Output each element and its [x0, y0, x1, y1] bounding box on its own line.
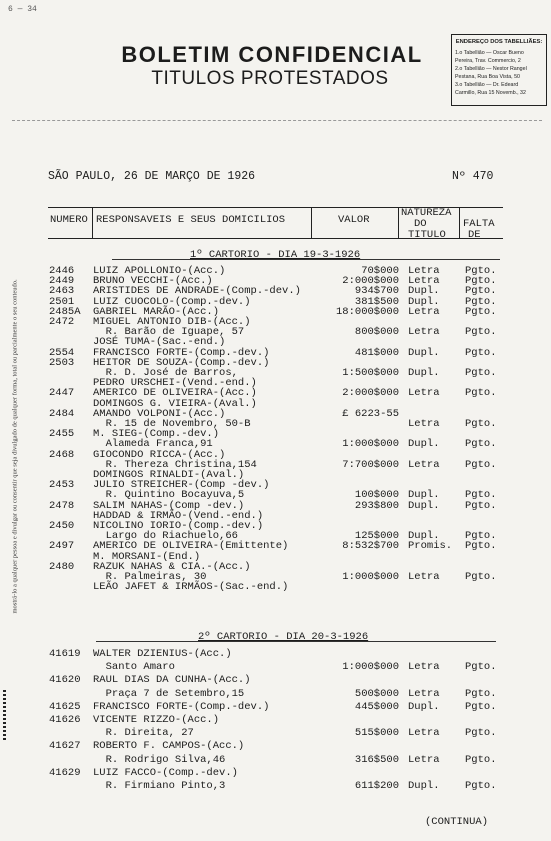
record-name: GABRIEL MARÃO-(Acc.): [93, 305, 220, 318]
record-nature: Letra: [408, 275, 440, 288]
record-value: 2:000$000: [342, 275, 399, 288]
registry-address-box: [451, 34, 547, 106]
registry-line: 3.o Tabellião — Dr. Edeard: [455, 82, 519, 88]
record-nature: Dupl.: [408, 489, 440, 502]
record-name: Alameda Franca,91: [93, 438, 213, 451]
record-fault: Pgto.: [465, 438, 497, 451]
record-name: R. Firmiano Pinto,3: [93, 780, 226, 792]
record-name: R. D. José de Barros,: [93, 367, 238, 379]
record-fault: Pgto.: [465, 387, 497, 400]
record-number: 2455: [49, 428, 75, 441]
column-divider: [398, 207, 399, 238]
record-name: R. Palmeiras, 30: [93, 571, 207, 583]
record-nature: Letra: [408, 265, 440, 277]
record-nature: Dupl.: [408, 530, 440, 543]
record-number: 2497: [49, 540, 75, 553]
record-name: LUIZ APOLLONIO-(Acc.): [93, 265, 226, 277]
record-nature: Letra: [408, 687, 440, 700]
record-name: LUIZ CUOCOLO-(Comp.-dev.): [93, 295, 251, 308]
header-responsaveis: RESPONSAVEIS E SEUS DOMICILIOS: [96, 214, 286, 226]
record-number: 2503: [49, 356, 75, 369]
record-nature: Letra: [408, 727, 440, 740]
record-name: RAUL DIAS DA CUNHA-(Acc.): [93, 674, 251, 687]
record-fault: Pgto.: [465, 700, 497, 713]
table-row: [0, 781, 551, 792]
table-row: [0, 662, 551, 673]
header-valor: VALOR: [338, 214, 370, 226]
table-row: [0, 768, 551, 779]
record-number: 41629: [49, 766, 81, 779]
record-number: 2453: [49, 479, 75, 492]
record-nature: Dupl.: [408, 438, 440, 451]
record-nature: Dupl.: [408, 346, 440, 359]
column-divider: [311, 207, 312, 238]
record-name: HEITOR DE SOUZA-(Comp.-dev.): [93, 356, 270, 369]
record-name: JOSÉ TUMA-(Sac.-end.): [93, 336, 226, 349]
record-number: 2485A: [49, 305, 81, 318]
record-number: 41626: [49, 714, 81, 726]
record-name: BRUNO VECCHI-(Acc.): [93, 275, 213, 288]
record-fault: Pgto.: [465, 326, 497, 339]
header-natureza-2: DO: [414, 218, 427, 230]
record-number: 2484: [49, 407, 75, 420]
record-fault: Pgto.: [465, 780, 497, 792]
record-number: 41627: [49, 740, 81, 753]
record-number: 2450: [49, 520, 75, 532]
record-name: Largo do Riachuelo,66: [93, 530, 238, 543]
record-name: R. Direita, 27: [93, 727, 194, 740]
table-row: [0, 741, 551, 752]
record-number: 2478: [49, 499, 75, 512]
record-nature: Letra: [408, 305, 440, 318]
record-name: VICENTE RIZZO-(Acc.): [93, 714, 220, 726]
record-value: 7:700$000: [342, 458, 399, 471]
record-nature: Letra: [408, 418, 440, 430]
table-row: [0, 715, 551, 726]
record-fault: Pgto.: [465, 305, 497, 318]
record-name: AMERICO DE OLIVEIRA-(Acc.): [93, 387, 257, 400]
record-name: SALIM NAHAS-(Comp -dev.): [93, 499, 245, 512]
bulletin-number: Nº 470: [452, 170, 494, 183]
record-name: AMANDO VOLPONI-(Acc.): [93, 407, 226, 420]
record-name: R. Thereza Christina,154: [93, 458, 257, 471]
record-number: 2554: [49, 346, 75, 359]
record-value: 381$500: [354, 295, 399, 308]
record-name: HADDAD & IRMÃO-(Vend.-end.): [93, 509, 264, 522]
header-natureza-1: NATUREZA: [401, 207, 452, 219]
record-value: 18:000$000: [335, 305, 399, 318]
record-value: 1:000$000: [342, 661, 399, 674]
record-value: 293$800: [354, 499, 399, 512]
record-number: 41625: [49, 700, 81, 713]
record-name: PEDRO URSCHEI-(Vend.-end.): [93, 377, 257, 390]
record-name: M. MORSANI-(End.): [93, 550, 201, 563]
record-number: 2447: [49, 387, 75, 400]
table-row: [0, 649, 551, 660]
confidentiality-side-note: mostrá-lo a qualquer pessoa e divulgar ou consentir que seja divulgado de qualquer forma, total ou parcialmente o seu conteudo.: [11, 279, 19, 614]
table-row: [0, 675, 551, 686]
record-number: 2468: [49, 448, 75, 461]
continued-note: (CONTINUA): [425, 816, 489, 828]
record-name: Santo Amaro: [93, 661, 175, 674]
record-name: LEÃO JAFET & IRMÃOS-(Sac.-end.): [93, 581, 289, 594]
record-value: 8:532$700: [342, 540, 399, 553]
registry-line: Pestana, Rua Boa Vista, 50: [455, 74, 520, 80]
header-divider: [12, 120, 542, 121]
record-fault: Pgto.: [465, 489, 497, 502]
record-nature: Letra: [408, 387, 440, 400]
header-numero: NUMERO: [50, 214, 88, 226]
record-name: ROBERTO F. CAMPOS-(Acc.): [93, 740, 245, 753]
record-value: 800$000: [354, 326, 399, 339]
record-nature: Dupl.: [408, 700, 440, 713]
record-value: 125$000: [354, 530, 399, 543]
bulletin-subtitle: TITULOS PROTESTADOS: [151, 68, 389, 89]
table-row: [0, 582, 551, 593]
record-name: GIOCONDO RICCA-(Acc.): [93, 448, 226, 461]
record-fault: Pgto.: [465, 285, 497, 298]
table-row: [0, 728, 551, 739]
table-row: [0, 689, 551, 700]
record-value: 2:000$000: [342, 387, 399, 400]
record-name: DOMINGOS G. VIEIRA-(Aval.): [93, 397, 257, 410]
record-nature: Promis.: [408, 540, 453, 553]
record-nature: Letra: [408, 661, 440, 674]
column-divider: [459, 207, 460, 238]
record-fault: Pgto.: [465, 367, 497, 379]
record-number: 2449: [49, 275, 75, 288]
record-nature: Letra: [408, 458, 440, 471]
record-value: £ 6223-55: [342, 407, 399, 420]
record-fault: Pgto.: [465, 295, 497, 308]
record-fault: Pgto.: [465, 275, 497, 288]
record-fault: Pgto.: [465, 727, 497, 740]
record-value: 934$700: [354, 285, 399, 298]
record-value: 1:000$000: [342, 438, 399, 451]
record-name: WALTER DZIENIUS-(Acc.): [93, 648, 232, 660]
record-name: R. 15 de Novembro, 50-B: [93, 418, 251, 430]
record-value: 316$500: [354, 753, 399, 766]
record-number: 41620: [49, 674, 81, 687]
record-number: 2472: [49, 316, 75, 328]
record-number: 2501: [49, 295, 75, 308]
registry-line: Pereira, Trav. Commercio, 2: [455, 58, 521, 64]
record-value: 70$000: [361, 265, 399, 277]
table-row: [0, 702, 551, 713]
record-number: 2463: [49, 285, 75, 298]
record-name: FRANCISCO FORTE-(Comp.-dev.): [93, 346, 270, 359]
record-number: 2446: [49, 265, 75, 277]
record-nature: Dupl.: [408, 285, 440, 298]
bulletin-title: BOLETIM CONFIDENCIAL: [121, 42, 423, 67]
record-nature: Dupl.: [408, 499, 440, 512]
record-fault: Pgto.: [465, 540, 497, 553]
corner-mark: 6 — 34: [8, 5, 37, 14]
record-name: LUIZ FACCO-(Comp.-dev.): [93, 766, 238, 779]
record-number: 2480: [49, 560, 75, 573]
record-fault: Pgto.: [465, 661, 497, 674]
record-nature: Letra: [408, 753, 440, 766]
record-value: 500$000: [354, 687, 399, 700]
record-fault: Pgto.: [465, 418, 497, 430]
registry-line: 1.o Tabellião — Oscar Bueno: [455, 50, 524, 56]
record-value: 1:000$000: [342, 571, 399, 583]
record-name: FRANCISCO FORTE-(Comp.-dev.): [93, 700, 270, 713]
record-name: DOMINGOS RINALDI-(Aval.): [93, 469, 245, 481]
record-fault: Pgto.: [465, 571, 497, 583]
registry-line: Carmillo, Rua 15 Novemb., 32: [455, 90, 526, 96]
record-value: 515$000: [354, 727, 399, 740]
record-fault: Pgto.: [465, 346, 497, 359]
record-fault: Pgto.: [465, 530, 497, 543]
record-name: R. Barão de Iguape, 57: [93, 326, 245, 339]
record-value: 1:500$000: [342, 367, 399, 379]
record-value: 100$000: [354, 489, 399, 502]
record-name: AMERICO DE OLIVEIRA-(Emittente): [93, 540, 289, 553]
record-nature: Dupl.: [408, 367, 440, 379]
record-fault: Pgto.: [465, 265, 497, 277]
section-rule: [96, 641, 496, 642]
bulletin-date: SÃO PAULO, 26 DE MARÇO DE 1926: [48, 170, 256, 183]
record-value: 611$200: [354, 780, 399, 792]
record-value: 445$000: [354, 700, 399, 713]
record-name: M. SIEG-(Comp.-dev.): [93, 428, 220, 441]
section-title: 2º CARTORIO - DIA 20-3-1926: [198, 631, 369, 643]
record-name: ARISTIDES DE ANDRADE-(Comp.-dev.): [93, 285, 301, 298]
section-title: 1º CARTORIO - DIA 19-3-1926: [190, 249, 361, 261]
table-row: [0, 755, 551, 766]
record-fault: Pgto.: [465, 458, 497, 471]
registry-line: 2.o Tabellião — Nestor Rangel: [455, 66, 527, 72]
record-fault: Pgto.: [465, 753, 497, 766]
record-name: R. Quintino Bocayuva,5: [93, 489, 245, 502]
column-divider: [92, 207, 93, 238]
record-number: 41619: [49, 648, 81, 660]
header-natureza-3: TITULO: [408, 229, 446, 241]
header-falta-1: FALTA: [463, 218, 495, 230]
record-nature: Letra: [408, 326, 440, 339]
header-falta-2: DE: [468, 229, 481, 241]
record-fault: Pgto.: [465, 499, 497, 512]
record-fault: Pgto.: [465, 687, 497, 700]
record-name: R. Rodrigo Silva,46: [93, 753, 226, 766]
record-nature: Dupl.: [408, 295, 440, 308]
record-name: RAZUK NAHAS & CIA.-(Acc.): [93, 560, 251, 573]
record-name: MIGUEL ANTONIO DIB-(Acc.): [93, 316, 251, 328]
record-name: Praça 7 de Setembro,15: [93, 687, 245, 700]
record-name: JULIO STREICHER-(Comp -dev.): [93, 479, 270, 492]
record-value: 481$000: [354, 346, 399, 359]
registry-box-title: ENDEREÇO DOS TABELLIÃES:: [455, 39, 543, 45]
record-name: NICOLINO IORIO-(Comp.-dev.): [93, 520, 264, 532]
record-nature: Dupl.: [408, 780, 440, 792]
record-nature: Letra: [408, 571, 440, 583]
section-rule: [112, 259, 500, 260]
